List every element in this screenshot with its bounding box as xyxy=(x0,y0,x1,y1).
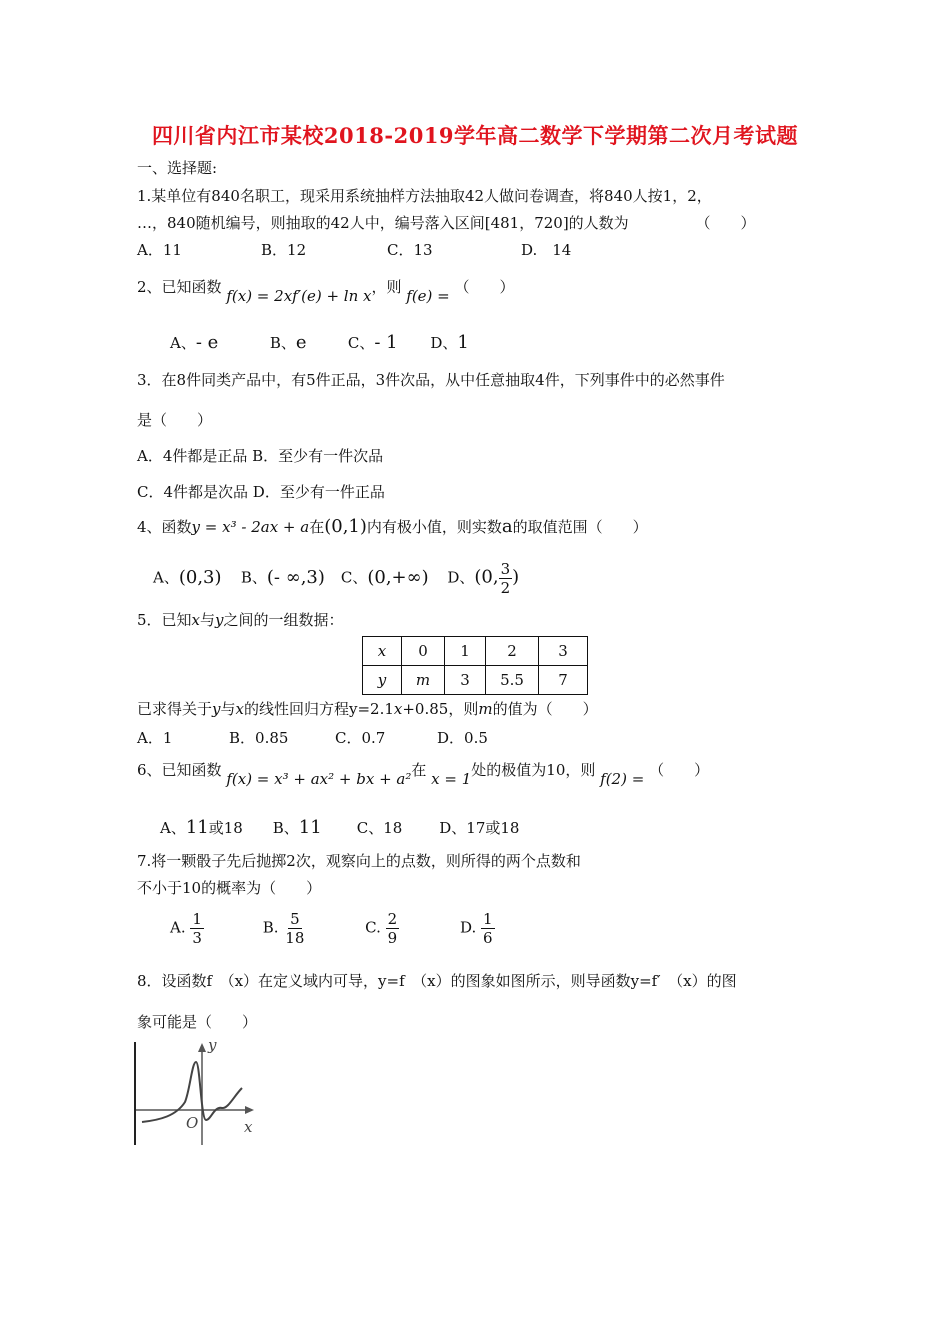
q4-option-d-pre: (0, xyxy=(474,566,499,588)
q2-prefix: 2、已知函数 xyxy=(137,278,222,296)
q8-function-graph xyxy=(132,1040,262,1150)
q5-y: y xyxy=(215,611,224,629)
q1-option-a: A．11 xyxy=(137,241,182,259)
y-axis-arrow-icon xyxy=(198,1043,206,1052)
q4-option-c: (0,+∞) xyxy=(367,566,429,588)
q7-option-b-label: B. xyxy=(262,918,279,937)
q1-options xyxy=(137,240,571,260)
q2-target: f(e) = xyxy=(406,287,450,305)
q5-mid: 与 xyxy=(200,611,216,629)
q7-c-numerator: 2 xyxy=(387,910,398,928)
q2-bracket: （ ） xyxy=(454,278,515,296)
q6-prefix: 6、已知函数 xyxy=(137,761,222,779)
q6-option-a-label: A、 xyxy=(160,819,186,837)
q6-mid2: 处的极值为10，则 xyxy=(471,761,596,779)
table-cell: 1 xyxy=(445,637,486,666)
q3-line1: 3．在8件同类产品中，有5件正品，3件次品，从中任意抽取4件，下列事件中的必然事件 xyxy=(137,371,725,389)
q6-option-b-label: B、 xyxy=(272,819,299,837)
table-cell: y xyxy=(363,666,402,695)
y-axis-label: y xyxy=(208,1040,217,1054)
q7-c-denominator: 9 xyxy=(387,929,398,947)
q3-line4: C．4件都是次品 D．至少有一件正品 xyxy=(137,483,385,501)
q5-option-c: C．0.7 xyxy=(335,729,386,747)
x-axis-label: x xyxy=(244,1118,253,1136)
q8-line2: 象可能是（ ） xyxy=(137,1013,258,1031)
q5-line-mid3: +0.85，则 xyxy=(402,700,479,718)
q5-prefix: 5．已知 xyxy=(137,611,192,629)
q2-option-c-label: C、 xyxy=(347,334,375,352)
q1-text: …，840随机编号，则抽取的42人中，编号落入区间[481，720]的人数为 xyxy=(137,214,629,232)
origin-label: O xyxy=(186,1114,199,1132)
exam-title: 四川省内江市某校2018-2019学年高二数学下学期第二次月考试题 xyxy=(151,123,799,148)
q2-option-a-label: A、 xyxy=(170,334,196,352)
q5-line-m: m xyxy=(478,700,493,718)
q5-option-b: B．0.85 xyxy=(229,729,289,747)
q4-option-d-denominator: 2 xyxy=(500,579,511,597)
q5-stem xyxy=(137,610,344,630)
q2-option-b: e xyxy=(295,332,307,353)
q6-options xyxy=(160,818,519,838)
q4-prefix: 4、函数 xyxy=(137,518,192,536)
q6-stem xyxy=(137,760,710,788)
table-cell: 2 xyxy=(486,637,539,666)
q6-option-b: 11 xyxy=(298,817,322,838)
q4-mid1: 在 xyxy=(309,518,325,536)
q4-stem xyxy=(137,517,648,537)
q3-line2: 是（ ） xyxy=(137,411,213,429)
q1-option-b: B．12 xyxy=(261,241,307,259)
q2-options xyxy=(170,333,469,353)
q2-mid: ，则 xyxy=(371,278,402,296)
q6-option-c-label: C、 xyxy=(356,819,384,837)
table-cell: m xyxy=(402,666,445,695)
q4-option-a: (0,3) xyxy=(178,566,222,588)
q6-bracket: （ ） xyxy=(649,761,710,779)
q6-function: f(x) = x³ + ax² + bx + a² xyxy=(226,770,412,788)
q7-line2: 不小于10的概率为（ ） xyxy=(137,879,322,897)
q5-line-pre: 已求得关于 xyxy=(137,700,213,718)
q3-line3: A．4件都是正品 B．至少有一件次品 xyxy=(137,447,384,465)
q6-target: f(2) = xyxy=(600,770,645,788)
q7-d-denominator: 6 xyxy=(483,929,493,947)
q1-line2 xyxy=(137,213,755,233)
q4-option-d-post: ) xyxy=(512,566,520,588)
q4-function: y = x³ - 2ax + a xyxy=(191,518,310,536)
q2-option-d: 1 xyxy=(457,332,469,353)
q4-suffix: 的取值范围（ ） xyxy=(512,518,648,536)
q5-line-y: y xyxy=(212,700,221,718)
q6-mid1: 在 xyxy=(411,761,427,779)
q7-options xyxy=(170,910,495,947)
q7-line1: 7.将一颗骰子先后抛掷2次，观察向上的点数，则所得的两个点数和 xyxy=(137,852,581,870)
q1-bracket: （ ） xyxy=(695,214,756,232)
q7-option-c-fraction xyxy=(386,910,400,947)
q4-options xyxy=(153,560,519,597)
q4-interval: (0,1) xyxy=(324,516,367,537)
q7-option-a-label: A. xyxy=(170,918,186,937)
q5-line-mid: 与 xyxy=(220,700,236,718)
q2-option-d-label: D、 xyxy=(430,334,458,352)
q6-option-a-rest: 或18 xyxy=(208,819,243,837)
q2-function: f(x) = 2xf′(e) + ln x xyxy=(226,287,372,305)
function-curve xyxy=(142,1062,242,1122)
table-cell: 5.5 xyxy=(486,666,539,695)
q5-regression-line xyxy=(137,699,598,719)
q6-option-a-num: 11 xyxy=(185,817,209,838)
q4-option-d-numerator: 3 xyxy=(500,560,511,578)
q5-line-mid2: 的线性回归方程y=2.1 xyxy=(243,700,394,718)
q8-line1: 8．设函数f （x）在定义域内可导，y=f （x）的图象如图所示，则导函数y=f′ （x）的图 xyxy=(137,972,737,990)
q6-option-d: 17或18 xyxy=(466,819,520,837)
q1-line1: 1.某单位有840名职工，现采用系统抽样方法抽取42人做问卷调查，将840人按1，2， xyxy=(137,187,712,205)
q5-data-table xyxy=(362,636,588,695)
table-cell: 7 xyxy=(539,666,588,695)
q6-option-d-label: D、 xyxy=(439,819,467,837)
q4-option-b: (- ∞,3) xyxy=(266,566,325,588)
q6-option-c: 18 xyxy=(383,819,403,837)
q7-a-numerator: 1 xyxy=(192,910,202,928)
q5-line-x2: x xyxy=(393,700,403,718)
q4-option-a-label: A、 xyxy=(153,568,179,587)
table-row xyxy=(363,666,588,695)
q7-option-d-fraction xyxy=(481,910,495,947)
q4-option-d-fraction xyxy=(499,560,513,597)
table-row xyxy=(363,637,588,666)
q1-option-d: D. 14 xyxy=(521,241,572,259)
q4-option-d-label: D、 xyxy=(447,568,475,587)
section-heading: 一、选择题: xyxy=(137,159,218,177)
x-axis-arrow-icon xyxy=(245,1106,254,1114)
q7-b-numerator: 5 xyxy=(290,910,300,928)
q5-line-x: x xyxy=(235,700,244,718)
q7-option-a-fraction xyxy=(190,910,204,947)
q2-option-a: - e xyxy=(195,332,219,353)
q4-option-c-label: C、 xyxy=(340,568,368,587)
q5-suffix: 之间的一组数据： xyxy=(223,611,344,629)
q5-option-d: D．0.5 xyxy=(437,729,488,747)
q2-option-b-label: B、 xyxy=(269,334,296,352)
q1-option-c: C．13 xyxy=(387,241,433,259)
q4-option-b-label: B、 xyxy=(240,568,267,587)
table-cell: 0 xyxy=(402,637,445,666)
q7-d-numerator: 1 xyxy=(483,910,493,928)
q7-option-b-fraction xyxy=(283,910,306,947)
table-cell: 3 xyxy=(445,666,486,695)
table-cell: x xyxy=(363,637,402,666)
q7-a-denominator: 3 xyxy=(192,929,202,947)
q6-point: x = 1 xyxy=(431,770,472,788)
q2-option-c: - 1 xyxy=(374,332,398,353)
q5-x: x xyxy=(191,611,201,629)
q7-option-d-label: D. xyxy=(460,918,477,937)
q2-stem xyxy=(137,277,515,305)
table-cell: 3 xyxy=(539,637,588,666)
q7-option-c-label: C. xyxy=(365,918,381,937)
q5-line-suffix: 的值为（ ） xyxy=(492,700,598,718)
q5-option-a: A．1 xyxy=(137,729,173,747)
q5-options xyxy=(137,728,488,748)
q7-b-denominator: 18 xyxy=(285,929,305,947)
q4-mid2: 内有极小值，则实数 xyxy=(366,518,502,536)
q4-variable: a xyxy=(501,516,513,537)
